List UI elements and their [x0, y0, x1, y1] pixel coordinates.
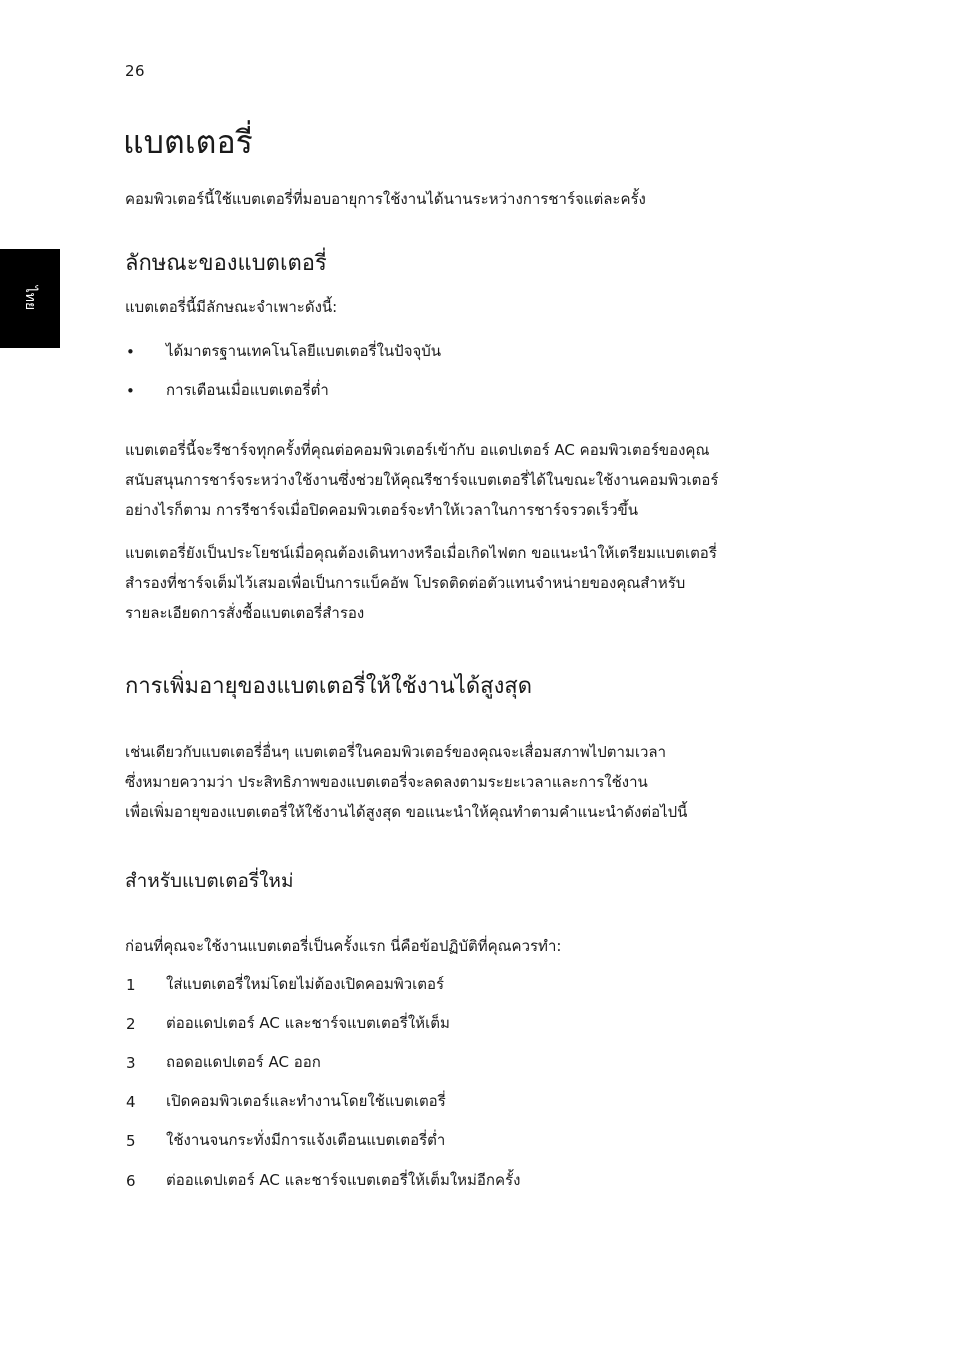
- step-text: ถอดอแดปเตอร์ AC ออก: [166, 1053, 321, 1071]
- recharge-paragraph-line: อย่างไรก็ตาม การรีชาร์จเมื่อปิดคอมพิวเตอร์จะทำให้เวลาในการชาร์จรวดเร็วขึ้น: [125, 501, 639, 519]
- step-number: 4: [126, 1093, 136, 1111]
- step-number: 1: [126, 976, 136, 994]
- bullet-item: ได้มาตรฐานเทคโนโลยีแบตเตอรี่ในปัจจุบัน: [166, 342, 442, 360]
- bullet-marker: •: [126, 343, 135, 361]
- step-number: 3: [126, 1054, 136, 1072]
- section-heading-new-battery: สำหรับแบตเตอรี่ใหม่: [125, 870, 294, 892]
- step-number: 2: [126, 1015, 136, 1033]
- spare-battery-paragraph-line: รายละเอียดการสั่งซื้อแบตเตอรี่สำรอง: [125, 604, 365, 622]
- recharge-paragraph-line: แบตเตอรี่นี้จะรีชาร์จทุกครั้งที่คุณต่อคอมพิวเตอร์เข้ากับ อแดปเตอร์ AC คอมพิวเตอร์ของคุณ: [125, 441, 710, 459]
- spare-battery-paragraph-line: แบตเตอรี่ยังเป็นประโยชน์เมื่อคุณต้องเดินทางหรือเมื่อเกิดไฟตก ขอแนะนำให้เตรียมแบตเตอรี่: [125, 544, 717, 562]
- step-number: 5: [126, 1132, 136, 1150]
- step-text: ใช้งานจนกระทั่งมีการแจ้งเตือนแบตเตอรี่ต่ำ: [166, 1131, 446, 1149]
- language-side-tab-label: ไทย: [22, 285, 38, 311]
- battery-life-paragraph-line: เพื่อเพิ่มอายุของแบตเตอรี่ให้ใช้งานได้สูงสุด ขอแนะนำให้คุณทำตามคำแนะนำดังต่อไปนี้: [125, 803, 688, 821]
- section-heading-battery-characteristics: ลักษณะของแบตเตอรี่: [125, 251, 327, 276]
- characteristics-lead: แบตเตอรี่นี้มีลักษณะจำเพาะดังนี้:: [125, 298, 338, 316]
- bullet-marker: •: [126, 382, 135, 400]
- recharge-paragraph-line: สนับสนุนการชาร์จระหว่างใช้งานซึ่งช่วยให้คุณรีชาร์จแบตเตอรี่ได้ในขณะใช้งานคอมพิวเตอร์: [125, 471, 719, 489]
- section-heading-extend-battery-life: การเพิ่มอายุของแบตเตอรี่ให้ใช้งานได้สูงสุด: [125, 674, 533, 699]
- step-text: ใส่แบตเตอรี่ใหม่โดยไม่ต้องเปิดคอมพิวเตอร์: [166, 975, 445, 993]
- bullet-item: การเตือนเมื่อแบตเตอรี่ต่ำ: [166, 381, 329, 399]
- step-number: 6: [126, 1172, 136, 1190]
- intro-paragraph: คอมพิวเตอร์นี้ใช้แบตเตอรี่ที่มอบอายุการใช้งานได้นานระหว่างการชาร์จแต่ละครั้ง: [125, 190, 646, 208]
- new-battery-lead: ก่อนที่คุณจะใช้งานแบตเตอรี่เป็นครั้งแรก นี่คือข้อปฏิบัติที่คุณควรทำ:: [125, 937, 562, 955]
- step-text: ต่ออแดปเตอร์ AC และชาร์จแบตเตอรี่ให้เต็มใหม่อีกครั้ง: [166, 1171, 521, 1189]
- step-text: ต่ออแดปเตอร์ AC และชาร์จแบตเตอรี่ให้เต็ม: [166, 1014, 450, 1032]
- language-side-tab: [0, 249, 60, 348]
- page-number: 26: [125, 62, 146, 80]
- page-title: แบตเตอรี่: [123, 123, 253, 161]
- battery-life-paragraph-line: ซึ่งหมายความว่า ประสิทธิภาพของแบตเตอรี่จะลดลงตามระยะเวลาและการใช้งาน: [125, 773, 648, 791]
- step-text: เปิดคอมพิวเตอร์และทำงานโดยใช้แบตเตอรี่: [166, 1092, 446, 1110]
- spare-battery-paragraph-line: สำรองที่ชาร์จเต็มไว้เสมอเพื่อเป็นการแบ็คอัพ โปรดติดต่อตัวแทนจำหน่ายของคุณสำหรับ: [125, 574, 686, 592]
- battery-life-paragraph-line: เช่นเดียวกับแบตเตอรี่อื่นๆ แบตเตอรี่ในคอมพิวเตอร์ของคุณจะเสื่อมสภาพไปตามเวลา: [125, 743, 667, 761]
